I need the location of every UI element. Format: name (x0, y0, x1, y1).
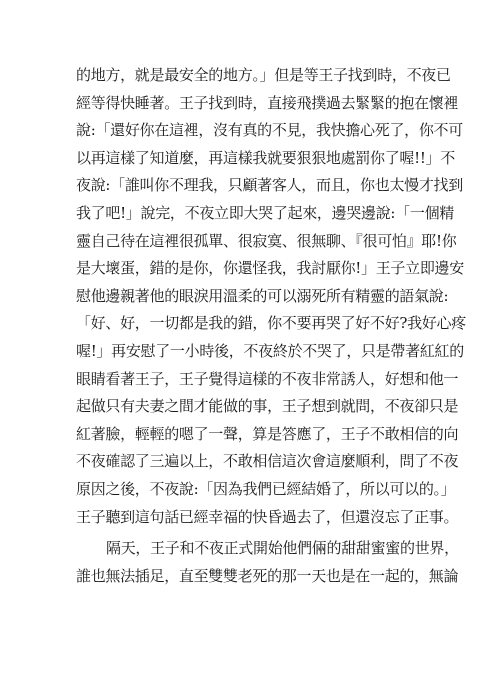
body-text (76, 62, 466, 590)
text-line: 「好、好，一切都是我的錯，你不要再哭了好不好?我好心疼 (76, 314, 466, 333)
text-line: 靈自己待在這裡很孤單、很寂寞、很無聊、『很可怕』耶!你 (76, 231, 457, 250)
text-line: 誰也無法插足，直至雙雙老死的那一天也是在一起的，無論 (76, 566, 459, 585)
text-line: 起做只有夫妻之間才能做的事，王子想到就問，不夜卻只是 (76, 397, 459, 416)
text-line: 原因之後，不夜說:「因為我們已經結婚了，所以可以的。」 (76, 479, 456, 498)
text-line: 王子聽到這句話已經幸福的快昏過去了，但還沒忘了正事。 (76, 507, 459, 526)
text-line: 是大壞蛋，錯的是你，你還怪我，我討厭你!」王子立即邊安 (76, 259, 464, 278)
text-line: 經等得快睡著。王子找到時，直接飛撲過去緊緊的抱在懷裡 (76, 93, 459, 112)
text-line: 慰他邊親著他的眼淚用溫柔的可以溺死所有精靈的語氣說: (76, 286, 449, 305)
text-line: 不夜確認了三遍以上，不敢相信這次會這麼順利，問了不夜 (76, 452, 459, 471)
text-line: 夜說:「誰叫你不理我，只顧著客人，而且，你也太慢才找到 (76, 176, 463, 195)
text-line: 以再這樣了知道麼，再這樣我就要狠狠地處罰你了喔!!」不 (76, 148, 455, 167)
text-line: 眼睛看著王子，王子覺得這樣的不夜非常誘人，好想和他一 (76, 369, 459, 388)
text-line: 隔天，王子和不夜正式開始他們倆的甜甜蜜蜜的世界， (106, 539, 459, 558)
text-line: 的地方，就是最安全的地方。」但是等王子找到時，不夜已 (76, 66, 451, 84)
text-line: 紅著臉，輕輕的嗯了一聲，算是答應了，王子不敢相信的向 (76, 424, 459, 443)
text-line: 我了吧!」說完，不夜立即大哭了起來，邊哭邊說:「一個精 (76, 203, 454, 222)
text-line: 說:「還好你在這裡，沒有真的不見，我快擔心死了，你不可 (76, 121, 463, 140)
text-line: 喔!」再安慰了一小時後，不夜終於不哭了，只是帶著紅紅的 (76, 341, 464, 360)
